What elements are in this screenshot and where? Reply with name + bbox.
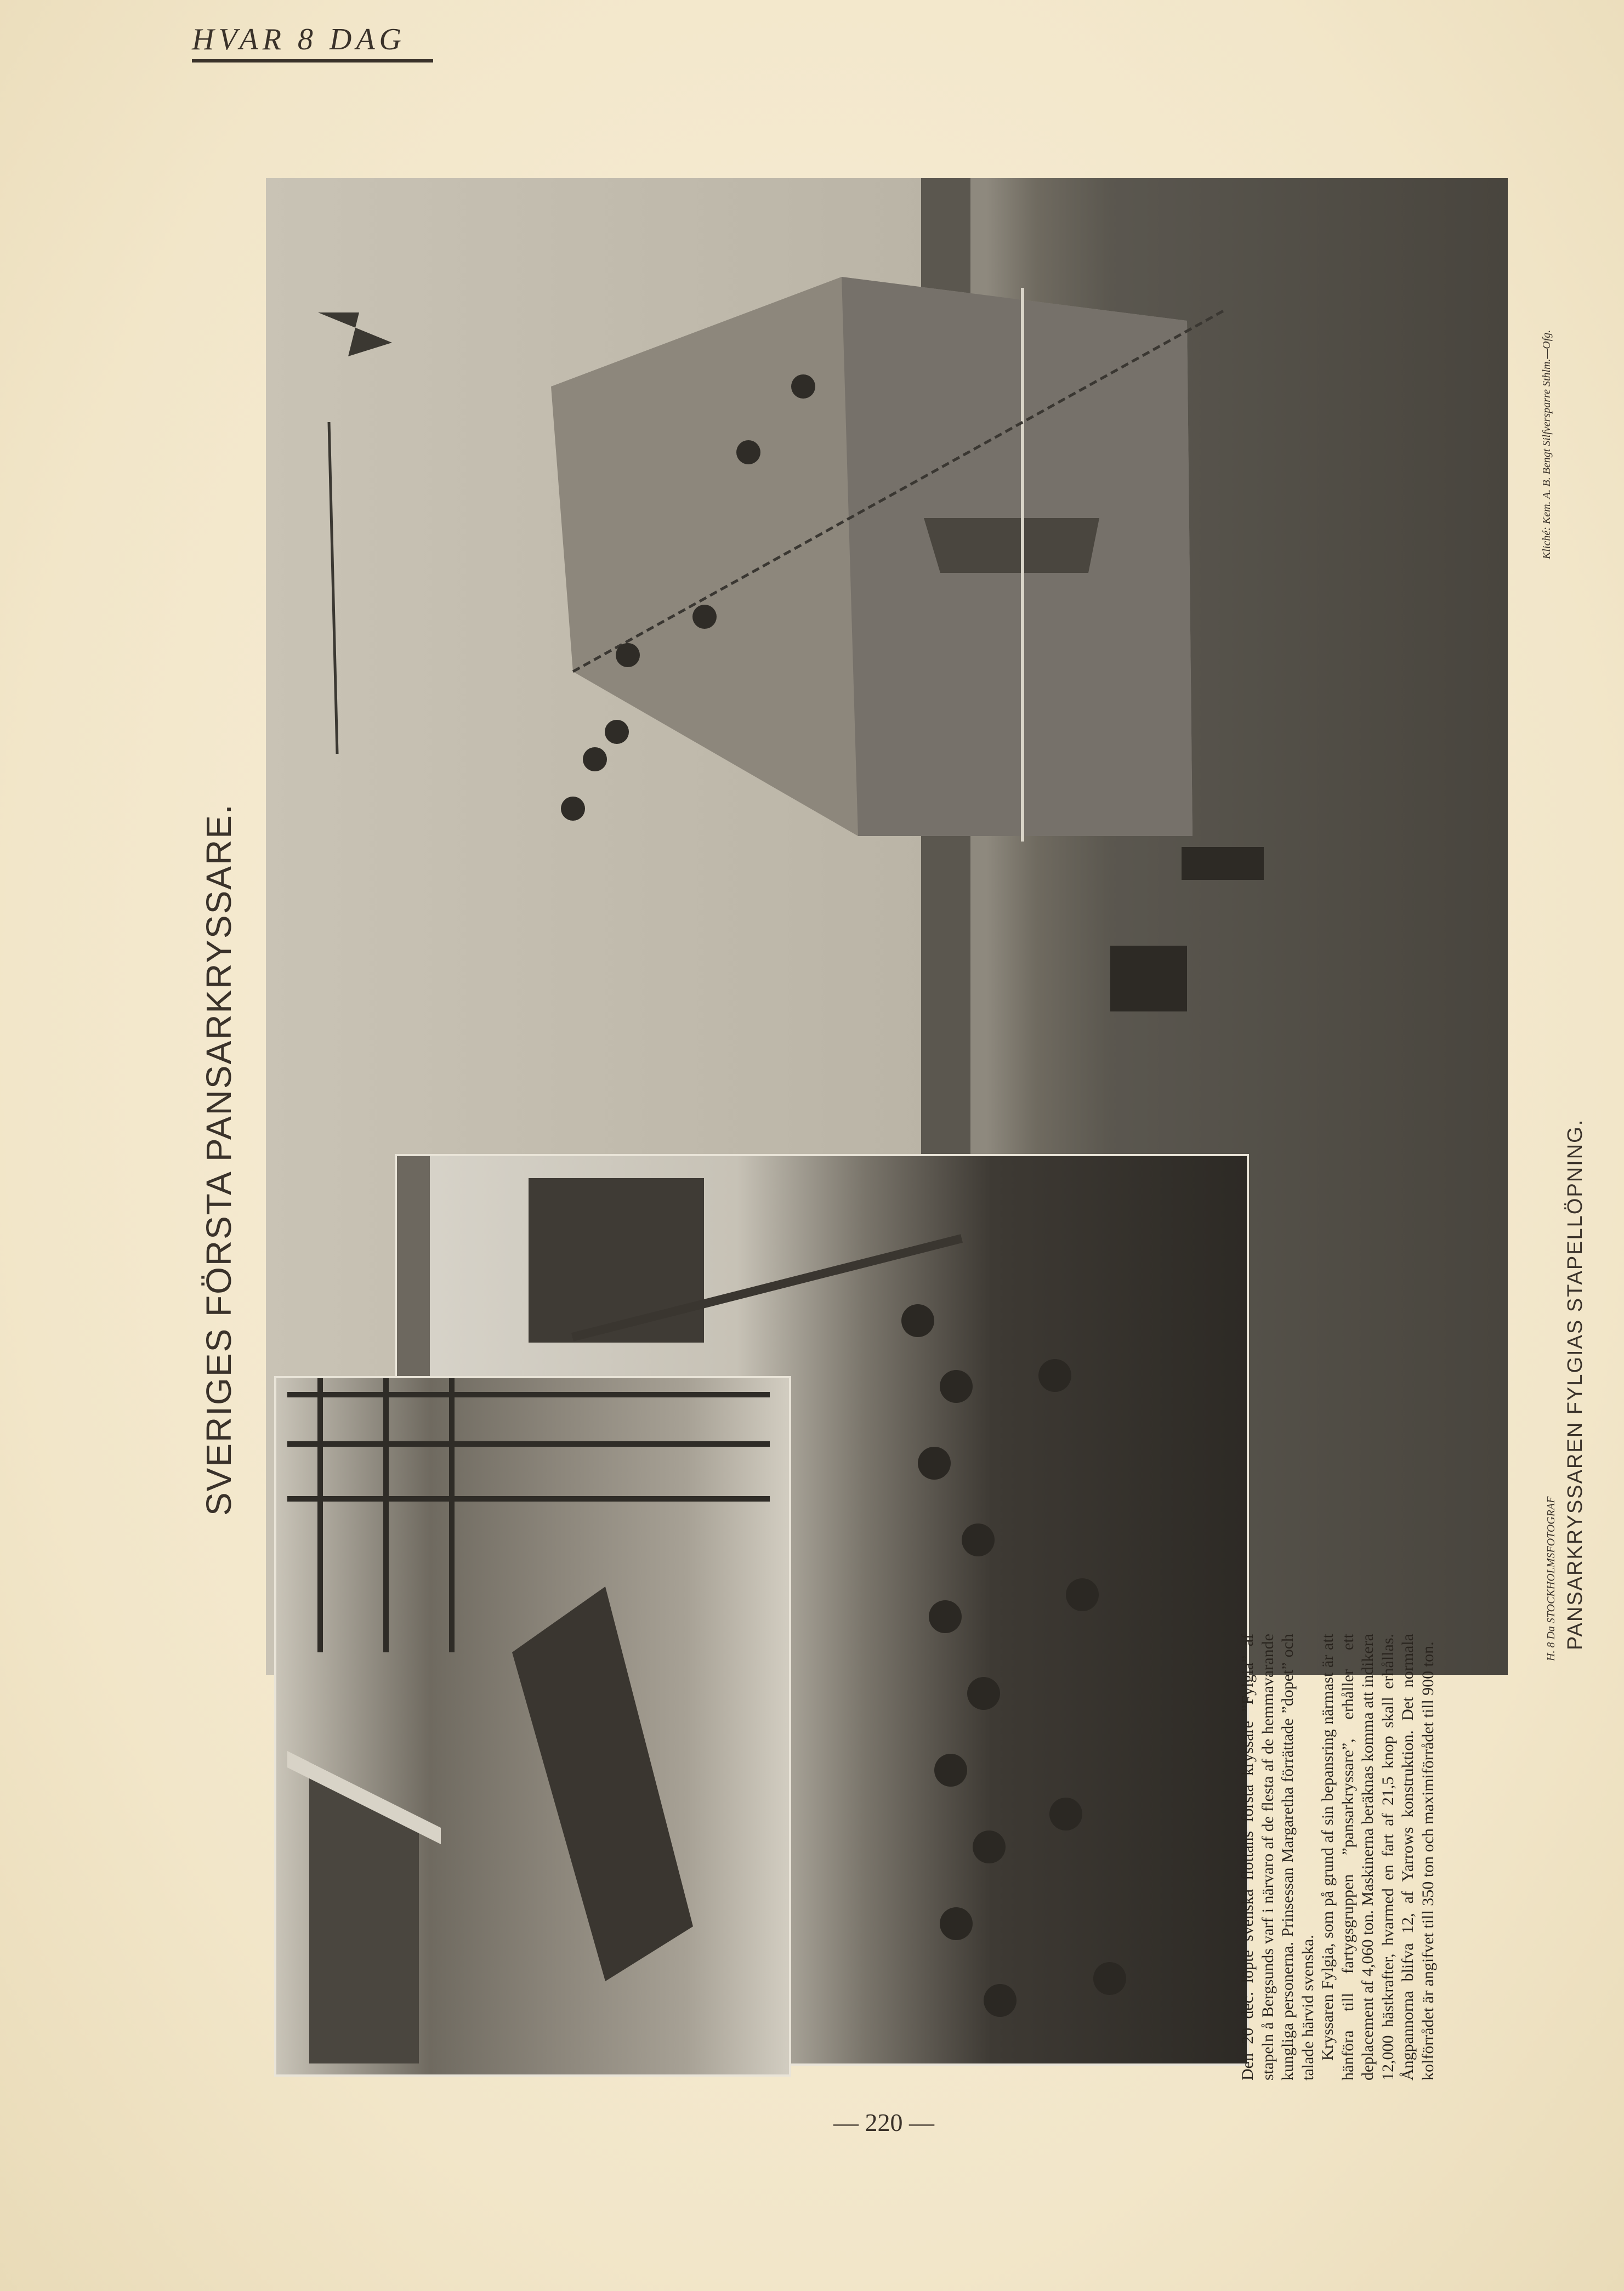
photographer-credit: H. 8 Da STOCKHOLMSFOTOGRAF: [1545, 1496, 1557, 1661]
article-paragraph: Kryssaren Fylgia, som på grund af sin bepansring närmast är att hänföra till fartygsgruppen ”pansarkryssare”, erhåller ett deplacement af 4,060 ton. Maskinerna beräknas komma att indikera 12,000 hästkrafter, hvarmed en fart af 21,5 knop skall erhållas. Ångpannorna blifva 12, af Yarrows konstruktion. Det normala kolförrådet är angifvet till 350 ton och maximiförrådet till 900 ton.: [1319, 1634, 1437, 2080]
article-title: SVERIGES FÖRSTA PANSARKRYSSARE.: [199, 803, 239, 1516]
page-number: — 220 —: [833, 2108, 934, 2136]
photo-royal-pavilion: [274, 1376, 791, 2077]
masthead-rule: [192, 59, 433, 62]
article-paragraph: Den 20 dec. löpte svenska flottans första kryssare ”Fylgia” af stapeln å Bergsunds varf i närvaro af de flesta af de hemmavarande kungliga personerna. Prinsessan Margaretha förrättade ”dopet” och talade härvid svenska.: [1239, 1634, 1317, 2080]
engraver-credit: Kliché: Kem. A. B. Bengt Silfversparre Sthlm.—Ofg.: [1541, 329, 1553, 559]
photo-caption: PANSARKRYSSAREN FYLGIAS STAPELLÖPNING.: [1564, 1118, 1587, 1650]
pavilion-illustration: [276, 1378, 789, 2074]
masthead: HVAR 8 DAG: [192, 22, 406, 56]
article-body: [1238, 1634, 1560, 2080]
